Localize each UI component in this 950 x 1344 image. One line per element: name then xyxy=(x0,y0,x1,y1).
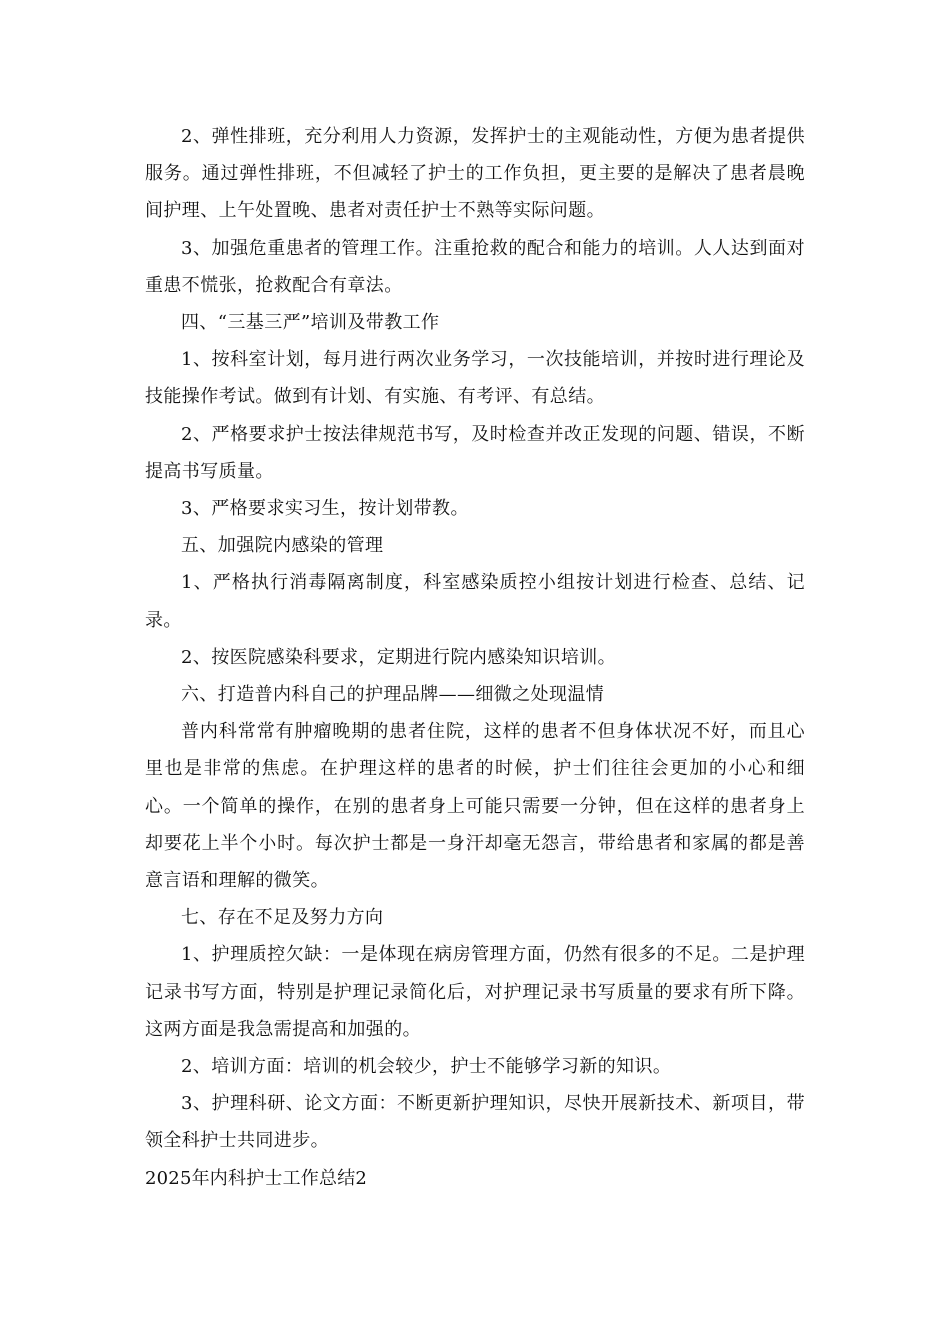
paragraph-critical-patient-management: 3、加强危重患者的管理工作。注重抢救的配合和能力的培训。人人达到面对重患不慌张，抢救配合有章法。 xyxy=(145,237,805,296)
paragraph-disinfection: 1、严格执行消毒隔离制度，科室感染质控小组按计划进行检查、总结、记录。 xyxy=(145,572,805,631)
paragraph-writing-standards: 2、严格要求护士按法律规范书写，及时检查并改正发现的问题、错误，不断提高书写质量。 xyxy=(145,423,805,482)
paragraph-tumor-patients: 普内科常常有肿瘤晚期的患者住院，这样的患者不但身体状况不好，而且心里也是非常的焦虑。在护理这样的患者的时候，护士们往往会更加的小心和细心。一个简单的操作，在别的患者身上可能只需要一分钟，但在这样的患者身上却要花上半个小时。每次护士都是一身汗却毫无怨言，带给患者和家属的都是善意言语和理解的微笑。 xyxy=(145,721,805,892)
paragraph-quality-control: 1、护理质控欠缺：一是体现在病房管理方面，仍然有很多的不足。二是护理记录书写方面，特别是护理记录简化后，对护理记录书写质量的要求有所下降。这两方面是我急需提高和加强的。 xyxy=(145,944,805,1040)
section-heading-training: 四、“三基三严”培训及带教工作 xyxy=(181,312,440,334)
paragraph-research: 3、护理科研、论文方面：不断更新护理知识，尽快开展新技术、新项目，带领全科护士共同进步。 xyxy=(145,1093,805,1152)
section-heading-shortcomings: 七、存在不足及努力方向 xyxy=(181,907,384,929)
paragraph-infection-training: 2、按医院感染科要求，定期进行院内感染知识培训。 xyxy=(181,646,617,668)
paragraph-training-opportunities: 2、培训方面：培训的机会较少，护士不能够学习新的知识。 xyxy=(181,1056,672,1078)
paragraph-intern-teaching: 3、严格要求实习生，按计划带教。 xyxy=(181,498,469,520)
paragraph-flexible-scheduling: 2、弹性排班，充分利用人力资源，发挥护士的主观能动性，方便为患者提供服务。通过弹性排班，不但减轻了护士的工作负担，更主要的是解决了患者晨晚间护理、上午处置晚、患者对责任护士不熟等实际问题。 xyxy=(145,126,805,222)
section-heading-infection-control: 五、加强院内感染的管理 xyxy=(181,535,384,557)
paragraph-monthly-training: 1、按科室计划，每月进行两次业务学习，一次技能培训，并按时进行理论及技能操作考试。做到有计划、有实施、有考评、有总结。 xyxy=(145,349,805,408)
section-heading-nursing-brand: 六、打造普内科自己的护理品牌——细微之处现温情 xyxy=(181,684,605,706)
document-title-next: 2025年内科护士工作总结2 xyxy=(145,1167,368,1189)
document-page xyxy=(145,118,805,1197)
